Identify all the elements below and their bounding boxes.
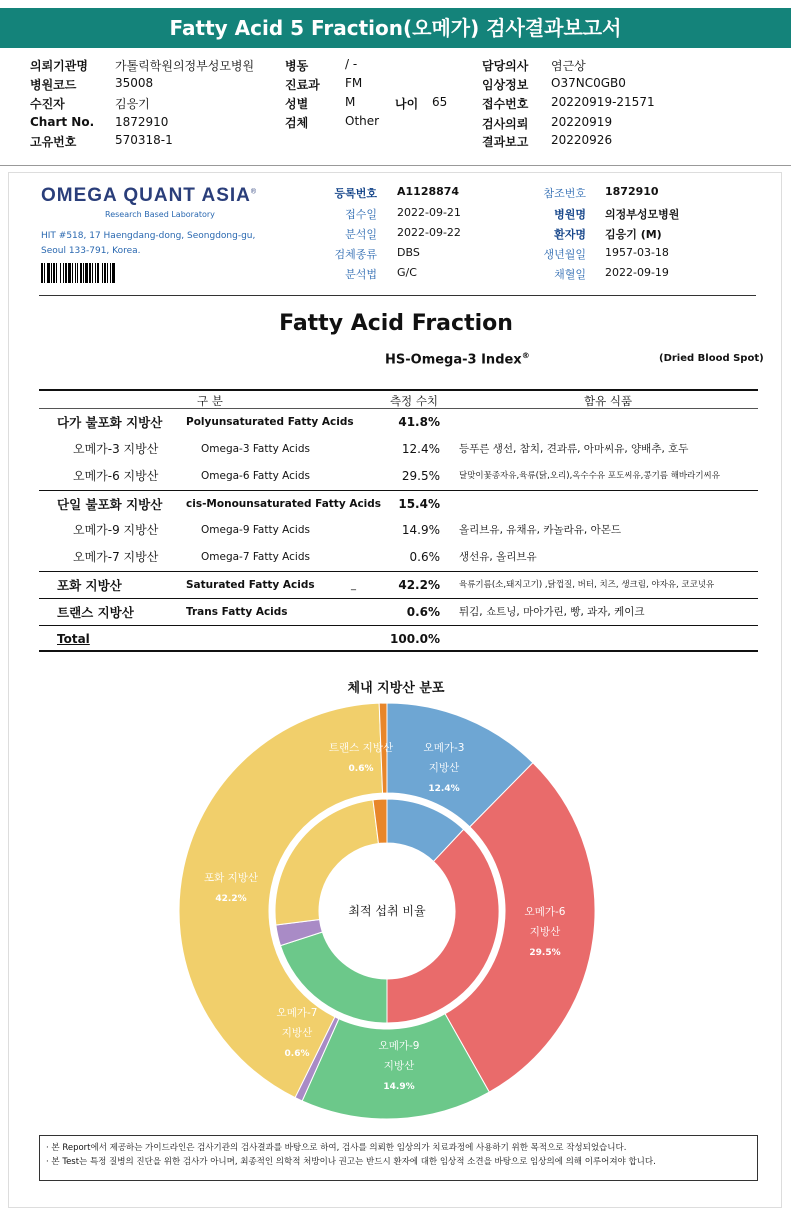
info-value: Other (345, 114, 380, 128)
row-value: 0.6% (406, 605, 440, 619)
outer-label-4: 42.2% (215, 894, 247, 904)
disclaimer-line: · 본 Report에서 제공하는 가이드라인은 검사기관의 검사결과를 바탕으로 하여, 검사를 의뢰한 임상의가 치료과정에 사용하기 위한 목적으로 작성되었습니다. (46, 1143, 627, 1153)
info-label: 임상정보 (482, 78, 529, 92)
row-category-ko: 단일 불포화 지방산 (57, 497, 163, 512)
row-category-en: Omega-9 Fatty Acids (201, 524, 310, 536)
info-label: 병동 (285, 59, 309, 73)
meta-value: 1957-03-18 (605, 246, 669, 259)
fatty-acid-donut-chart (9, 173, 783, 1133)
info-value: 20220919-21571 (551, 95, 655, 109)
info-value: 김응기 (115, 97, 150, 111)
info-value: 20220919 (551, 115, 613, 129)
meta-value: 의정부성모병원 (605, 208, 680, 221)
disclaimer-line: · 본 Test는 특정 질병의 진단을 위한 검사가 아니며, 최종적인 의학적 처방이나 권고는 반드시 환자에 대한 임상적 소견을 바탕으로 임상의에 의해 이루어져야 합니다. (46, 1157, 656, 1167)
header-value: 측정 수치 (389, 394, 439, 408)
meta-label: 환자명 (554, 228, 586, 241)
row-category-ko: 포화 지방산 (57, 578, 122, 593)
info-label: 진료과 (285, 78, 320, 92)
row-category-ko: 오메가-3 지방산 (73, 442, 159, 456)
info-value: 염근상 (551, 59, 586, 73)
info-value: 20220926 (551, 133, 613, 147)
meta-label: 분석일 (345, 228, 377, 241)
header-foods: 함유 식품 (584, 394, 633, 408)
omega-index-title: HS-Omega-3 Index® (385, 351, 530, 368)
donut-center-label: 최적 섭취 비율 (348, 904, 426, 918)
row-foods: 튀김, 쇼트닝, 마아가린, 빵, 과자, 케이크 (459, 606, 645, 618)
row-category-en: Omega-6 Fatty Acids (201, 470, 310, 482)
info-label: 접수번호 (482, 97, 529, 111)
outer-label-5: 트랜스 지방산 (328, 742, 394, 754)
meta-value: 2022-09-21 (397, 206, 461, 219)
row-foods: 달맞이꽃종자유,육류(닭,오리),옥수수유 포도씨유,콩기름 해바라기씨유 (459, 471, 720, 481)
meta-value: 1872910 (605, 185, 659, 198)
row-category-en: Saturated Fatty Acids (186, 579, 315, 591)
row-foods: 올리브유, 유채유, 카놀라유, 아몬드 (459, 524, 622, 536)
row-category-en: Trans Fatty Acids (186, 606, 288, 618)
outer-label-1: 오메가-6 (524, 906, 566, 918)
chart-title: 체내 지방산 분포 (347, 681, 445, 696)
row-value: 0.6% (409, 550, 440, 564)
info-label: 의뢰기관명 (30, 59, 88, 73)
outer-label-3: 지방산 (281, 1027, 313, 1039)
info-label: 병원코드 (30, 78, 77, 92)
info-value: FM (345, 76, 363, 90)
info-label: 담당의사 (482, 59, 529, 73)
meta-label: 병원명 (554, 208, 586, 221)
row-category-ko: 트랜스 지방산 (57, 605, 134, 620)
info-label: 성별 (285, 97, 309, 111)
info-label: 검사의뢰 (482, 117, 529, 131)
row-category-en: Omega-7 Fatty Acids (201, 551, 310, 563)
info-label: 고유번호 (30, 135, 77, 149)
lab-address: HIT #518, 17 Haengdang-dong, Seongdong-gu, Seoul 133-791, Korea. (41, 231, 256, 256)
meta-label: 생년월일 (543, 248, 586, 261)
info-value: O37NC0GB0 (551, 76, 626, 90)
meta-value: A1128874 (397, 185, 460, 198)
outer-label-5: 0.6% (348, 764, 374, 774)
fraction-title: Fatty Acid Fraction (279, 311, 513, 336)
outer-label-1: 29.5% (529, 948, 561, 958)
outer-label-3: 오메가-7 (276, 1007, 318, 1019)
row-value: 12.4% (401, 442, 440, 456)
disclaimer-box (39, 1135, 758, 1181)
meta-value: G/C (397, 266, 417, 279)
info-label: 결과보고 (482, 135, 529, 149)
row-foods: 등푸른 생선, 참치, 견과류, 아마씨유, 양배추, 호두 (459, 443, 689, 455)
outer-label-0: 12.4% (428, 784, 460, 794)
outer-label-1: 지방산 (529, 926, 561, 938)
info-label: 수진자 (30, 97, 65, 111)
outer-label-2: 오메가-9 (378, 1040, 420, 1052)
row-category-ko: 오메가-7 지방산 (73, 550, 159, 564)
row-value: 14.9% (401, 523, 440, 537)
row-value: 15.4% (398, 497, 440, 511)
row-value: 41.8% (398, 415, 440, 429)
row-value: 29.5% (401, 469, 440, 483)
meta-label: 채혈일 (554, 268, 586, 281)
outer-label-2: 지방산 (383, 1060, 415, 1072)
row-category-en: Omega-3 Fatty Acids (201, 443, 310, 455)
header-category: 구 분 (197, 394, 223, 408)
info-value: / - (345, 57, 358, 71)
outer-label-4: 포화 지방산 (203, 872, 259, 884)
outer-label-2: 14.9% (383, 1082, 415, 1092)
report-title: Fatty Acid 5 Fraction(오메가) 검사결과보고서 (0, 8, 791, 48)
meta-value: 김응기 (M) (605, 228, 662, 241)
row-value: 100.0% (390, 632, 440, 646)
specimen-note: (Dried Blood Spot) (659, 353, 764, 364)
meta-label: 접수일 (345, 208, 377, 221)
row-category-en: Polyunsaturated Fatty Acids (186, 416, 354, 428)
row-foods: 육류기름(소,돼지고기) ,닭껍질, 버터, 치즈, 생크림, 야자유, 코코넛유 (459, 580, 715, 590)
outer-label-0: 오메가-3 (423, 742, 465, 754)
meta-label: 참조번호 (543, 187, 586, 200)
header-divider (0, 165, 791, 166)
outer-label-3: 0.6% (284, 1049, 310, 1059)
row-category-ko: 오메가-9 지방산 (73, 523, 159, 537)
info-label: Chart No. (30, 115, 95, 129)
report-page (8, 172, 782, 1208)
meta-value: 2022-09-19 (605, 266, 669, 279)
info-value: 가톨릭학원의정부성모병원 (115, 59, 255, 73)
row-category-ko: 다가 불포화 지방산 (57, 415, 163, 430)
row-foods: 생선유, 올리브유 (459, 551, 537, 563)
info-value: 65 (432, 95, 448, 109)
info-label: 나이 (395, 97, 419, 111)
meta-value: 2022-09-22 (397, 226, 461, 239)
row-mark: _ (351, 580, 356, 591)
info-label: 검체 (285, 116, 309, 130)
info-value: M (345, 95, 356, 109)
lab-logo: OMEGA QUANT ASIA® (41, 185, 258, 206)
info-value: 570318-1 (115, 133, 173, 147)
meta-value: DBS (397, 246, 420, 259)
meta-label: 분석법 (345, 268, 377, 281)
row-category-en: cis-Monounsaturated Fatty Acids (186, 498, 382, 510)
lab-tagline: Research Based Laboratory (105, 210, 215, 219)
row-category-ko: 오메가-6 지방산 (73, 469, 159, 483)
row-value: 42.2% (398, 578, 440, 592)
row-category-ko: Total (57, 632, 90, 646)
patient-info-grid (0, 52, 791, 164)
meta-label: 등록번호 (334, 187, 377, 200)
meta-label: 검체종류 (334, 248, 377, 261)
info-value: 35008 (115, 76, 154, 90)
info-value: 1872910 (115, 115, 169, 129)
outer-label-0: 지방산 (428, 762, 460, 774)
